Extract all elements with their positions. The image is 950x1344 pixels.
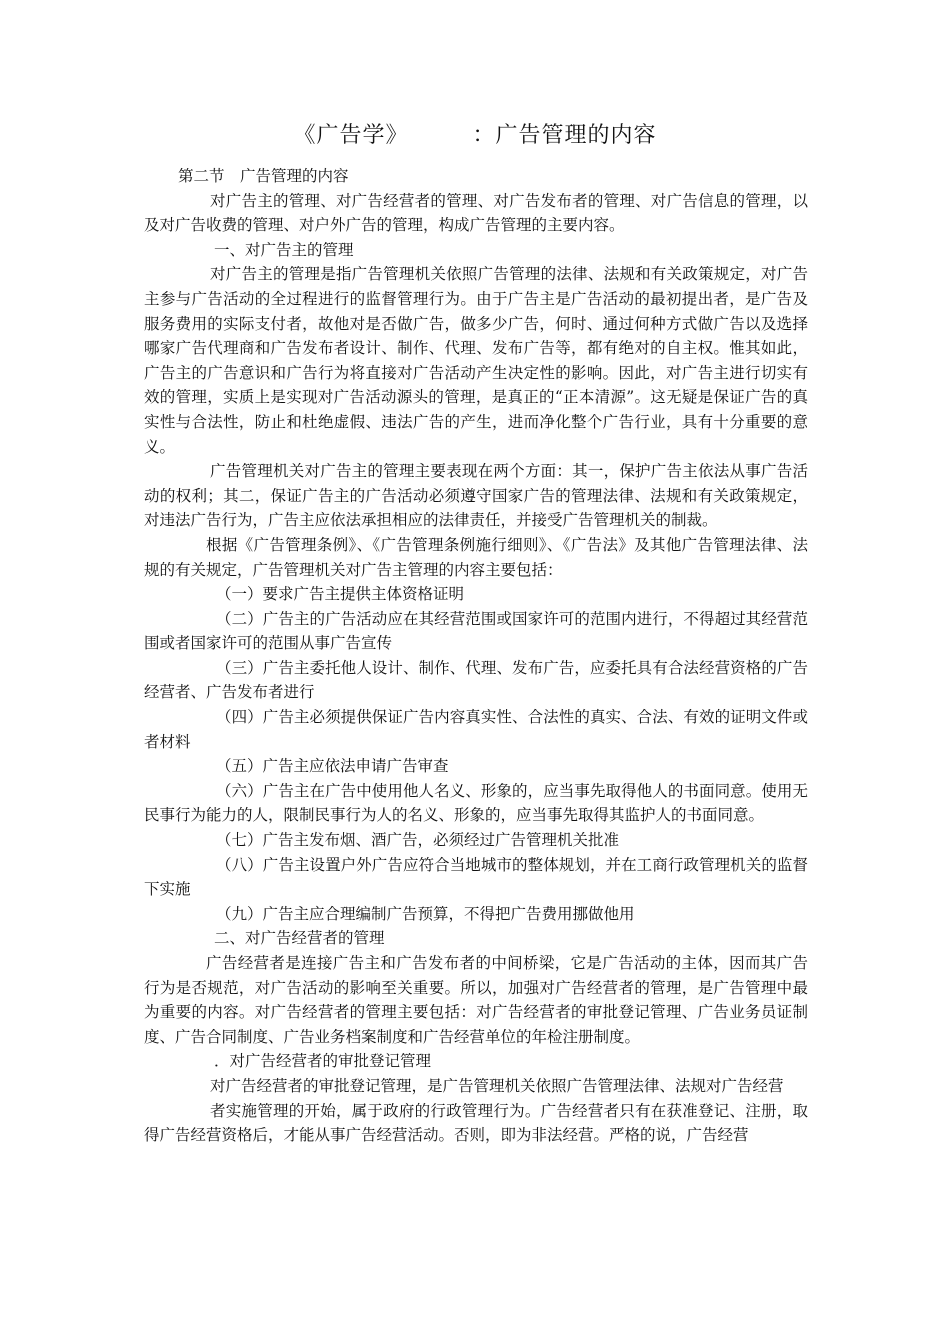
paragraph: 者实施管理的开始，属于政府的行政管理行为。广告经营者只有在获准登记、注册，取得广告经营资格后，才能从事广告经营活动。否则，即为非法经营。严格的说，广告经营 bbox=[144, 1101, 808, 1145]
paragraph: 对广告主的管理、对广告经营者的管理、对广告发布者的管理、对广告信息的管理，以及对广告收费的管理、对户外广告的管理，构成广告管理的主要内容。 bbox=[144, 191, 808, 235]
paragraph: 对广告经营者的审批登记管理，是广告管理机关依照广告管理法律、法规对广告经营 bbox=[210, 1076, 784, 1095]
paragraph: 广告管理机关对广告主的管理主要表现在两个方面：其一，保护广告主依法从事广告活动的权利；其二，保证广告主的广告活动必须遵守国家广告的管理法律、法规和有关政策规定，对违法广告行为，广告主应依法承担相应的法律责任，并接受广告管理机关的制裁。 bbox=[144, 462, 808, 530]
paragraph: （七）广告主发布烟、酒广告，必须经过广告管理机关批准 bbox=[216, 831, 620, 850]
document-body bbox=[144, 164, 808, 1148]
paragraph: （五）广告主应依法申请广告审查 bbox=[216, 757, 449, 776]
paragraph: （三）广告主委托他人设计、制作、代理、发布广告，应委托具有合法经营资格的广告经营者、广告发布者进行 bbox=[144, 658, 808, 702]
document-title: 《广告学》 ：广告管理的内容 bbox=[293, 123, 657, 148]
paragraph: （八）广告主设置户外广告应符合当地城市的整体规划，并在工商行政管理机关的监督下实施 bbox=[144, 855, 808, 899]
paragraph: ．对广告经营者的审批登记管理 bbox=[214, 1052, 432, 1071]
paragraph: （六）广告主在广告中使用他人名义、形象的，应当事先取得他人的书面同意。使用无民事行为能力的人，限制民事行为人的名义、形象的，应当事先取得其监护人的书面同意。 bbox=[144, 781, 808, 825]
paragraph: 对广告主的管理是指广告管理机关依照广告管理的法律、法规和有关政策规定，对广告主参与广告活动的全过程进行的监督管理行为。由于广告主是广告活动的最初提出者，是广告及服务费用的实际支付者，故他对是否做广告，做多少广告，何时、通过何种方式做广告以及选择哪家广告代理商和广告发布者设计、制作、代理、发布广告等，都有绝对的自主权。惟其如此，广告主的广告意识和广告行为将直接对广告活动产生决定性的影响。因此，对广告主进行切实有效的管理，实质上是实现对广告活动源头的管理，是真正的“正本清源”。这无疑是保证广告的真实性与合法性，防止和杜绝虚假、违法广告的产生，进而净化整个广告行业，具有十分重要的意义。 bbox=[144, 265, 808, 456]
paragraph: （一）要求广告主提供主体资格证明 bbox=[216, 585, 465, 604]
paragraph: 第二节 广告管理的内容 bbox=[178, 167, 349, 185]
paragraph: 根据《广告管理条例》、《广告管理条例施行细则》、《广告法》及其他广告管理法律、法规的有关规定，广告管理机关对广告主管理的内容主要包括： bbox=[144, 535, 808, 579]
paragraph: 广告经营者是连接广告主和广告发布者的中间桥梁，它是广告活动的主体，因而其广告行为是否规范，对广告活动的影响至关重要。所以，加强对广告经营者的管理，是广告管理中最为重要的内容。对广告经营者的管理主要包括：对广告经营者的审批登记管理、广告业务员证制度、广告合同制度、广告业务档案制度和广告经营单位的年检注册制度。 bbox=[144, 954, 808, 1046]
paragraph: （九）广告主应合理编制广告预算，不得把广告费用挪做他用 bbox=[216, 904, 635, 923]
paragraph: 二、对广告经营者的管理 bbox=[214, 929, 385, 948]
paragraph: （四）广告主必须提供保证广告内容真实性、合法性的真实、合法、有效的证明文件或者材料 bbox=[144, 708, 808, 751]
paragraph: 一、对广告主的管理 bbox=[214, 240, 354, 259]
paragraph: （二）广告主的广告活动应在其经营范围或国家许可的范围内进行，不得超过其经营范围或者国家许可的范围从事广告宣传 bbox=[144, 609, 808, 653]
